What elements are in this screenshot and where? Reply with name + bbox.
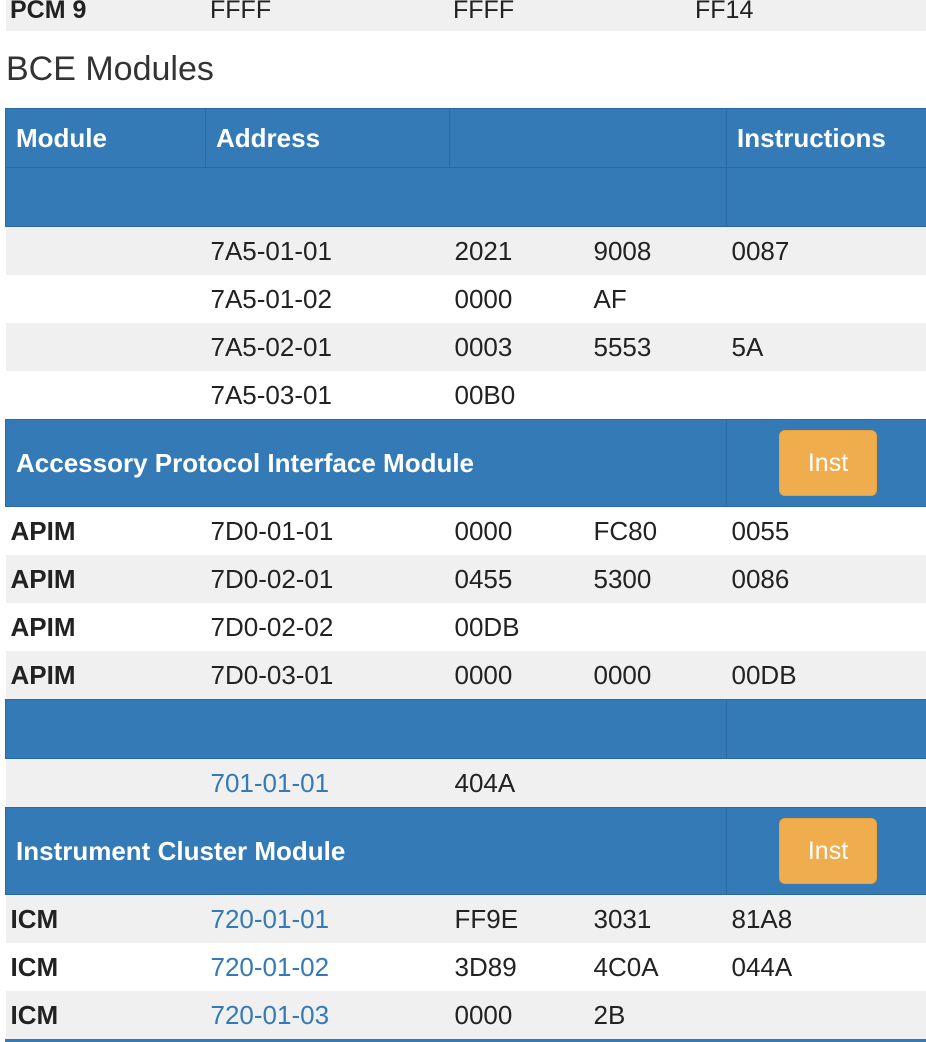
row-module: PCM 9 bbox=[10, 0, 87, 24]
table-row: 7A5-03-01 00B0 bbox=[6, 371, 926, 420]
group-header-blank bbox=[6, 700, 926, 759]
row-cell: FFFF bbox=[210, 0, 272, 24]
header-module: Module bbox=[6, 109, 206, 168]
table-row: ICM 720-01-02 3D89 4C0A 044A bbox=[6, 943, 926, 991]
icm-inst-button[interactable]: Inst bbox=[779, 818, 877, 884]
address-link[interactable]: 701-01-01 bbox=[210, 767, 330, 798]
table-row: 7A5-02-01 0003 5553 5A bbox=[6, 323, 926, 371]
group-header-icm bbox=[6, 808, 926, 895]
header-instructions: Instructions bbox=[727, 109, 926, 168]
table-row: 7A5-01-01 2021 9008 0087 bbox=[6, 227, 926, 276]
group-title: Accessory Protocol Interface Module bbox=[6, 420, 727, 507]
previous-table-last-row bbox=[6, 0, 926, 31]
table-row: 701-01-01 404A bbox=[6, 759, 926, 808]
table-row: APIM 7D0-02-02 00DB bbox=[6, 603, 926, 651]
header-address: Address bbox=[206, 109, 450, 168]
table-row: 7A5-01-02 0000 AF bbox=[6, 275, 926, 323]
group-title: Instrument Cluster Module bbox=[6, 808, 727, 895]
address-link[interactable]: 720-01-02 bbox=[210, 951, 330, 982]
group-header-apim bbox=[6, 420, 926, 507]
table-row: APIM 7D0-01-01 0000 FC80 0055 bbox=[6, 507, 926, 556]
table-row: ICM 720-01-03 0000 2B bbox=[6, 991, 926, 1039]
table-row: APIM 7D0-03-01 0000 0000 00DB bbox=[6, 651, 926, 700]
header-empty bbox=[450, 109, 727, 168]
row-cell: FF14 bbox=[695, 0, 754, 24]
table-header bbox=[6, 109, 926, 168]
section-title: BCE Modules bbox=[6, 50, 214, 88]
address-link[interactable]: 720-01-01 bbox=[210, 903, 330, 934]
apim-inst-button[interactable]: Inst bbox=[779, 430, 877, 496]
address-link[interactable]: 720-01-03 bbox=[210, 999, 330, 1030]
row-cell: FFFF bbox=[453, 0, 515, 24]
bce-modules-table bbox=[5, 108, 926, 1039]
group-header-blank bbox=[6, 168, 926, 227]
table-row: APIM 7D0-02-01 0455 5300 0086 bbox=[6, 555, 926, 603]
table-row: ICM 720-01-01 FF9E 3031 81A8 bbox=[6, 895, 926, 944]
